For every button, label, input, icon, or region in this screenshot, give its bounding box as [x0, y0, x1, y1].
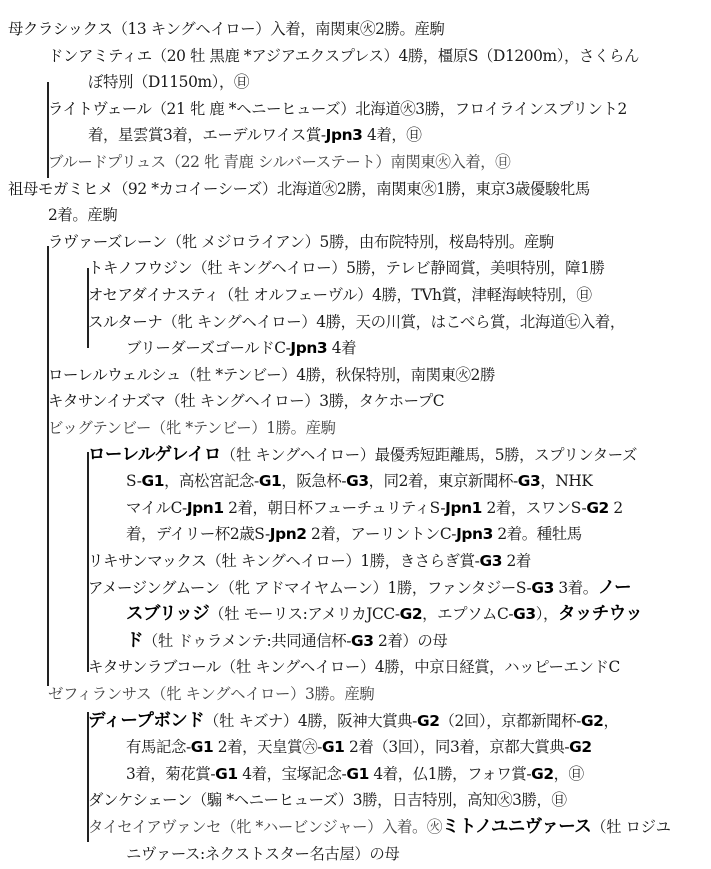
record-text: 4着，仏1勝，フォワ賞- — [368, 764, 532, 783]
grade-label: G3 — [517, 472, 541, 491]
horse-name: キタサンイナズマ — [48, 392, 166, 411]
pedigree-entry — [88, 787, 566, 814]
record-text: （21 牝 鹿 *ヘニーヒューズ）北海道㊋3勝，フロイラインスプリント2 — [151, 99, 627, 118]
record-text: （騸 *ヘニーヒューズ）3勝，日吉特別，高知㊋3勝，㊐ — [191, 791, 567, 810]
record-text: ブリーダーズゴールドC- — [126, 339, 291, 358]
pedigree-entry-continuation — [126, 628, 447, 655]
record-text: タイセイアヴァンセ（牝 *ハービンジャー）入着。㊋ — [88, 818, 443, 836]
record-text: ， — [603, 711, 619, 730]
record-text: （牡 キングヘイロー）1勝，きさらぎ賞- — [206, 552, 480, 570]
grade-label: G2 — [580, 711, 604, 730]
record-text: （牝 メジロライアン）5勝，由布院特別，桜島特別。産駒 — [166, 232, 554, 251]
record-text: （13 キングヘイロー）入着，南関東㊋2勝。産駒 — [112, 20, 445, 38]
record-text: ，高松宮記念- — [164, 472, 259, 491]
grade-label: Jpn2 — [269, 525, 307, 544]
pedigree-entry — [88, 548, 531, 575]
pedigree-entry — [88, 708, 619, 735]
record-text: （牝 アドマイヤムーン）1勝，ファンタジーS- — [219, 578, 532, 597]
pedigree-entry — [8, 16, 445, 43]
pedigree-entry — [88, 282, 591, 309]
pedigree-entry-continuation — [48, 202, 117, 229]
pedigree-entry-continuation — [126, 761, 584, 788]
grade-label: G2 — [569, 738, 592, 757]
pedigree-entry-continuation — [126, 468, 593, 495]
grade-label: G3 — [351, 631, 374, 650]
pedigree-entry — [48, 362, 495, 389]
record-text: （牡 キングヘイロー）5勝，テレビ静岡賞，美唄特別，障1勝 — [192, 259, 605, 278]
pedigree-entry — [88, 309, 625, 336]
grade-label: Jpn1 — [445, 498, 482, 517]
pedigree-entry-continuation — [126, 521, 582, 548]
pedigree-entry — [48, 96, 627, 123]
record-text: （牡 キングヘイロー）最優秀短距離馬，5勝，スプリンターズ — [220, 445, 638, 464]
record-text: （牝 キングヘイロー）4勝，天の川賞，はこべら賞，北海道㊆入着， — [162, 312, 625, 331]
grade-label: G3 — [531, 578, 554, 597]
record-text: （2回），京都新聞杯- — [439, 711, 581, 730]
horse-name: トキノフウジン — [88, 259, 193, 278]
pedigree-entry — [48, 149, 510, 176]
record-text: 3着。 — [553, 578, 598, 597]
horse-name: ローレルウェルシュ — [48, 365, 181, 384]
pedigree-entry-continuation — [126, 841, 399, 868]
pedigree-entry — [88, 255, 605, 282]
record-text: ブルードプリュス（22 牝 青鹿 シルバーステート）南関東㊋入着，㊐ — [48, 153, 511, 171]
pedigree-entry-continuation — [88, 122, 421, 149]
record-text: （牡 キングヘイロー）4勝，中京日経賞，ハッピーエンドC — [220, 658, 620, 677]
horse-name: ライトヴェール — [48, 99, 152, 118]
record-text: 2着（3回），同3着，京都大賞典- — [344, 738, 570, 757]
horse-name: ドンアミティエ — [48, 46, 152, 65]
record-text: ，NHK — [540, 472, 593, 491]
horse-name: オセアダイナスティ — [88, 286, 219, 304]
record-text: （牡 キングヘイロー）3勝，タケホープC — [165, 392, 445, 411]
grade-label: Jpn1 — [186, 498, 224, 517]
grade-label: G3 — [513, 605, 536, 624]
grade-label: G1 — [141, 472, 165, 491]
record-text: （92 *カコイーシーズ）北海道㊋2勝，南関東㊋1勝，東京3歳優駿牝馬 — [112, 179, 590, 198]
grade-label: G1 — [215, 764, 238, 783]
grade-label: G1 — [346, 764, 369, 783]
record-text: 2着，天皇賞㊅- — [213, 738, 322, 757]
pedigree-entry — [88, 575, 631, 602]
record-text: （牡 *テンビー）4勝，秋保特別，南関東㊋2勝 — [180, 365, 495, 384]
record-text: 2 — [608, 498, 623, 517]
record-text: 2着）の母 — [373, 631, 448, 650]
record-text: （牡 オルフェーヴル）4勝，TVh賞，津軽海峡特別，㊐ — [218, 286, 592, 304]
pedigree-entry — [48, 388, 444, 415]
grade-label: G1 — [321, 738, 345, 757]
pedigree-entry — [88, 654, 620, 681]
pedigree-entry — [48, 415, 336, 442]
record-text: 有馬記念- — [126, 738, 191, 757]
pedigree-entry-continuation — [126, 495, 623, 522]
grade-label: Jpn3 — [290, 339, 328, 358]
horse-name: 祖母モガミヒメ — [8, 179, 113, 198]
record-text: 着，デイリー杯2歳S- — [126, 525, 270, 544]
grade-label: G3 — [346, 472, 369, 491]
record-text: ，阪急杯- — [281, 472, 347, 491]
horse-name: リキサンマックス — [88, 552, 207, 570]
record-text: 2着 — [502, 552, 531, 570]
record-text: S- — [126, 472, 142, 491]
record-text: （牡 ドゥラメンテ:共同通信杯- — [142, 631, 352, 650]
record-text: ，㊐ — [553, 764, 584, 783]
record-text: （20 牡 黒鹿 *アジアエクスプレス）4勝，橿原S（D1200m），さくらん — [151, 46, 639, 65]
horse-name: スルターナ — [88, 312, 163, 331]
record-text: 2着。産駒 — [48, 206, 118, 225]
record-text: 2着。種牡馬 — [492, 525, 582, 544]
grade-label: G2 — [416, 711, 440, 730]
record-text: 2着，アーリントンC- — [306, 525, 457, 544]
grade-label: G1 — [190, 738, 214, 757]
pedigree-entry-continuation — [126, 734, 592, 761]
horse-name-graded: スブリッジ — [126, 604, 210, 625]
record-text: 4着，宝塚記念- — [237, 764, 347, 783]
pedigree-entry — [48, 681, 374, 708]
horse-name: アメージングムーン — [88, 578, 220, 597]
record-text: マイルC- — [126, 498, 187, 517]
pedigree-entry — [88, 442, 637, 469]
horse-name: ダンケシェーン — [88, 791, 192, 810]
record-text: ，エプソムC- — [422, 605, 514, 624]
horse-name-graded: ディープボンド — [88, 710, 205, 731]
grade-label: G2 — [586, 498, 609, 517]
record-text: 4着，㊐ — [362, 126, 422, 145]
pedigree-entry — [88, 814, 671, 841]
tree-connector-granddam — [47, 246, 49, 686]
record-text: ビッグテンビー（牝 *テンビー）1勝。産駒 — [48, 419, 336, 437]
record-text: ，同2着，東京新聞杯- — [368, 472, 518, 491]
grade-label: Jpn3 — [325, 126, 363, 145]
pedigree-entry — [48, 43, 639, 70]
grade-label: Jpn3 — [456, 525, 493, 544]
pedigree-entry-continuation — [126, 601, 642, 628]
horse-name: キタサンラブコール — [88, 658, 221, 677]
pedigree-entry-continuation — [88, 69, 249, 96]
record-text: ）， — [535, 605, 558, 624]
horse-name: 母クラシックス — [8, 20, 113, 38]
record-text: （牡 キズナ）4勝，阪神大賞典- — [204, 711, 417, 730]
grade-label: G2 — [531, 764, 554, 783]
grade-label: G3 — [479, 552, 503, 570]
horse-name-graded: ノー — [597, 577, 632, 598]
record-text: 3着，菊花賞- — [126, 764, 216, 783]
horse-name-graded: ミトノユニヴァース — [442, 817, 592, 837]
pedigree-entry-continuation — [126, 335, 356, 362]
record-text: （牡 ロジユ — [591, 818, 671, 836]
pedigree-entry — [48, 229, 554, 256]
horse-name-graded: ド — [126, 630, 143, 651]
record-text: ぼ特別（D1150m），㊐ — [88, 73, 249, 92]
grade-label: G2 — [399, 605, 423, 624]
record-text: ゼフィランサス（牝 キングヘイロー）3勝。産駒 — [48, 685, 375, 703]
record-text: 4着 — [327, 339, 357, 358]
grade-label: G1 — [258, 472, 282, 491]
record-text: 2着，朝日杯フューチュリティS- — [223, 498, 446, 517]
record-text: 2着，スワンS- — [481, 498, 587, 517]
record-text: 着，星雲賞3着，エーデルワイス賞- — [88, 126, 326, 145]
horse-name-graded: ローレルゲレイロ — [88, 444, 221, 465]
horse-name: ラヴァーズレーン — [48, 232, 167, 251]
record-text: ニヴァース:ネクストスター名古屋）の母 — [126, 844, 400, 863]
pedigree-entry — [8, 176, 590, 203]
record-text: （牡 モーリス:アメリカJCC- — [209, 605, 400, 624]
horse-name-graded: タッチウッ — [558, 604, 643, 625]
